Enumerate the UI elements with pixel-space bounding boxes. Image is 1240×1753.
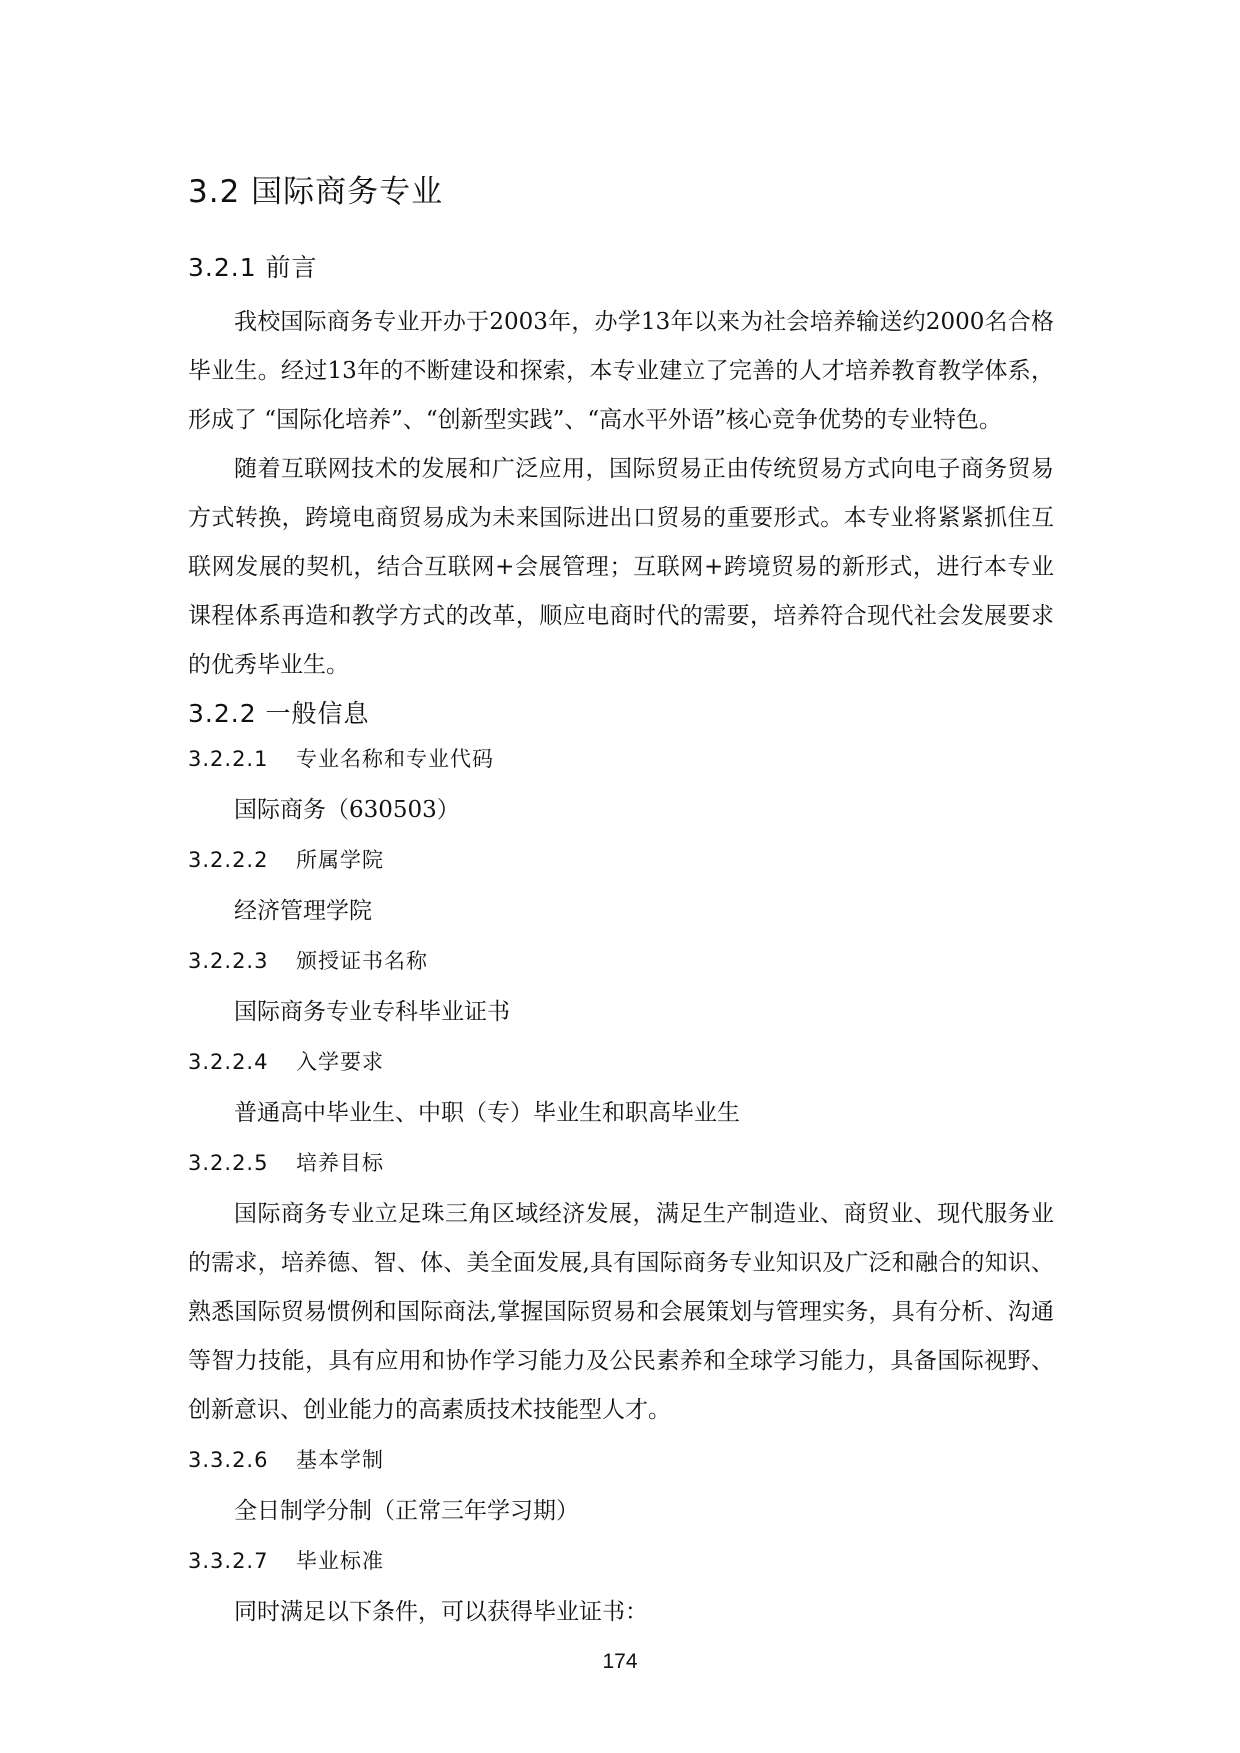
subsection-title: 入学要求 xyxy=(296,1050,384,1074)
major-name-text: 国际商务（630503） xyxy=(234,797,460,823)
subsection-number: 3.2.2.3 xyxy=(188,949,269,973)
subsection-number: 3.3.2.6 xyxy=(188,1448,269,1472)
general-info-heading: 3.2.2 一般信息 xyxy=(188,699,370,728)
subsection-heading-objectives xyxy=(188,1146,1054,1180)
graduation-text: 同时满足以下条件，可以获得毕业证书： xyxy=(234,1599,648,1625)
subsection-heading-admission xyxy=(188,1045,1054,1079)
page-number: 174 xyxy=(602,1650,638,1673)
subsection-heading-college xyxy=(188,843,1054,877)
subsection-heading-graduation xyxy=(188,1544,1054,1578)
subsection-number: 3.2.2.1 xyxy=(188,747,269,771)
subsection-number: 3.2.2.5 xyxy=(188,1151,269,1175)
admission-text: 普通高中毕业生、中职（专）毕业生和职高毕业生 xyxy=(234,1100,740,1126)
subsection-number: 3.2.2.2 xyxy=(188,848,269,872)
duration-text: 全日制学分制（正常三年学习期） xyxy=(234,1498,579,1524)
subsection-title: 基本学制 xyxy=(296,1448,384,1472)
subsection-number: 3.3.2.7 xyxy=(188,1549,269,1573)
subsection-heading-major-name xyxy=(188,742,1054,776)
page-content xyxy=(188,168,1054,1643)
subsection-title: 毕业标准 xyxy=(296,1549,384,1573)
subsection-heading-duration xyxy=(188,1443,1054,1477)
certificate-text: 国际商务专业专科毕业证书 xyxy=(234,999,510,1025)
subsection-heading-certificate xyxy=(188,944,1054,978)
preface-paragraph-2: 随着互联网技术的发展和广泛应用，国际贸易正由传统贸易方式向电子商务贸易方式转换，跨境电商贸易成为未来国际进出口贸易的重要形式。本专业将紧紧抓住互联网发展的契机，结合互联网+会展管理；互联网+跨境贸易的新形式，进行本专业课程体系再造和教学方式的改革，顺应电商时代的需要，培养符合现代社会发展要求的优秀毕业生。 xyxy=(188,456,1054,678)
subsection-number: 3.2.2.4 xyxy=(188,1050,269,1074)
preface-paragraph-1: 我校国际商务专业开办于2003年，办学13年以来为社会培养输送约2000名合格毕业生。经过13年的不断建设和探索，本专业建立了完善的人才培养教育教学体系，形成了 “国际化培养”、“创新型实践”、“高水平外语”核心竞争优势的专业特色。 xyxy=(188,309,1054,433)
objectives-text: 国际商务专业立足珠三角区域经济发展，满足生产制造业、商贸业、现代服务业的需求，培养德、智、体、美全面发展,具有国际商务专业知识及广泛和融合的知识、熟悉国际贸易惯例和国际商法,掌握国际贸易和会展策划与管理实务，具有分析、沟通等智力技能，具有应用和协作学习能力及公民素养和全球学习能力，具备国际视野、创新意识、创业能力的高素质技术技能型人才。 xyxy=(188,1201,1054,1423)
subsection-title: 颁授证书名称 xyxy=(296,949,428,973)
subsection-title: 所属学院 xyxy=(296,848,384,872)
section-title: 3.2 国际商务专业 xyxy=(188,174,444,210)
college-text: 经济管理学院 xyxy=(234,898,372,924)
subsection-title: 培养目标 xyxy=(296,1151,384,1175)
subsection-title: 专业名称和专业代码 xyxy=(296,747,494,771)
preface-heading: 3.2.1 前言 xyxy=(188,253,318,282)
